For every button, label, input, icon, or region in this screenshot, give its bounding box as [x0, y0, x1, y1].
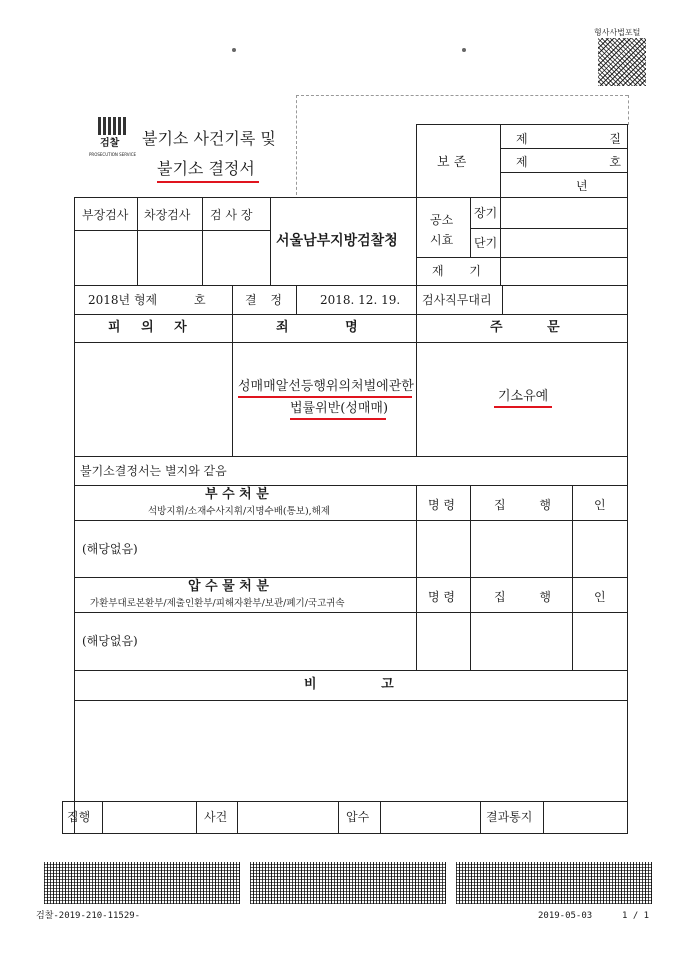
re-label: 재 기	[432, 264, 481, 278]
stamp-label: 형사사법포털	[594, 28, 641, 37]
footer-case: 사건	[204, 810, 228, 824]
dashed-frame-right	[628, 95, 629, 125]
footer-notify: 결과통지	[486, 810, 533, 824]
preserve-row-3: 년	[576, 179, 588, 193]
office-name: 서울남부지방검찰청	[276, 233, 398, 249]
disposition-value: 기소유예	[498, 389, 549, 404]
case-ho: 호	[194, 293, 206, 307]
incidental-subtitle: 석방지휘/소재수사지휘/지명수배(통보),해제	[148, 506, 331, 517]
qr-code-icon	[598, 38, 646, 86]
charge-line-1: 성매매알선등행위의처벌에관한	[238, 379, 414, 394]
approval-col-1: 부장검사	[82, 208, 129, 222]
incidental-title: 부 수 처 분	[205, 487, 269, 502]
preserve-row-2: 제 호	[516, 155, 621, 169]
logo-icon	[98, 117, 126, 135]
charge-underline-2	[290, 418, 386, 420]
disposition-underline	[494, 406, 552, 408]
prescription-label: 공소시효	[430, 213, 454, 247]
charge-underline-1	[238, 396, 412, 398]
doc-number: 검찰-2019-210-11529-	[36, 911, 141, 921]
approval-col-3: 검 사 장	[210, 208, 253, 222]
dashed-frame-top	[296, 95, 628, 96]
seized-order: 명 령	[428, 590, 455, 604]
logo-sub: PROSECUTION SERVICE	[89, 152, 137, 157]
page-number: 1 / 1	[622, 911, 650, 921]
approval-col-2: 차장검사	[144, 208, 191, 222]
preserve-label: 보 존	[437, 155, 467, 170]
case-year: 2018년 형제	[88, 293, 158, 307]
footer-date: 2019-05-03	[538, 911, 593, 921]
page-title-line1: 불기소 사건기록 및	[142, 129, 276, 148]
seized-value: (해당없음)	[82, 634, 138, 648]
barcode-1-icon	[44, 862, 240, 904]
decision-date: 2018. 12. 19.	[320, 293, 401, 307]
seized-execute: 집 행	[494, 590, 551, 604]
incidental-seal: 인	[594, 498, 606, 512]
remarks-title: 비 고	[304, 677, 394, 692]
incidental-execute: 집 행	[494, 498, 551, 512]
barcode-2-icon	[250, 862, 446, 904]
charge-line-2: 법률위반(성매매)	[290, 401, 389, 416]
decision-label: 결 정	[245, 293, 282, 307]
acting-label: 검사직무대리	[422, 293, 492, 307]
punch-hole-left	[232, 48, 236, 52]
barcode-3-icon	[456, 862, 652, 904]
dashed-frame-left	[296, 95, 297, 195]
logo-text: 검찰	[100, 138, 120, 149]
seized-subtitle: 가환부대로본환부/제출인환부/피해자환부/보관/폐기/국고귀속	[90, 598, 345, 609]
incidental-value: (해당없음)	[82, 542, 138, 556]
incidental-order: 명 령	[428, 498, 455, 512]
footer-execute: 집행	[67, 810, 91, 824]
page-title-line2: 불기소 결정서	[157, 159, 255, 178]
long-label: 장기	[474, 206, 498, 220]
footer-seizure: 압수	[346, 810, 370, 824]
suspect-header: 피 의 자	[108, 320, 187, 335]
short-label: 단기	[474, 236, 498, 250]
seized-title: 압 수 물 처 분	[188, 579, 269, 594]
title-underline	[157, 181, 259, 183]
seized-seal: 인	[594, 590, 606, 604]
charge-header: 죄 명	[276, 320, 358, 335]
preserve-row-1: 제 질	[516, 132, 621, 146]
decision-note: 불기소결정서는 별지와 같음	[80, 464, 227, 478]
disposition-header: 주 문	[490, 320, 560, 335]
punch-hole-right	[462, 48, 466, 52]
